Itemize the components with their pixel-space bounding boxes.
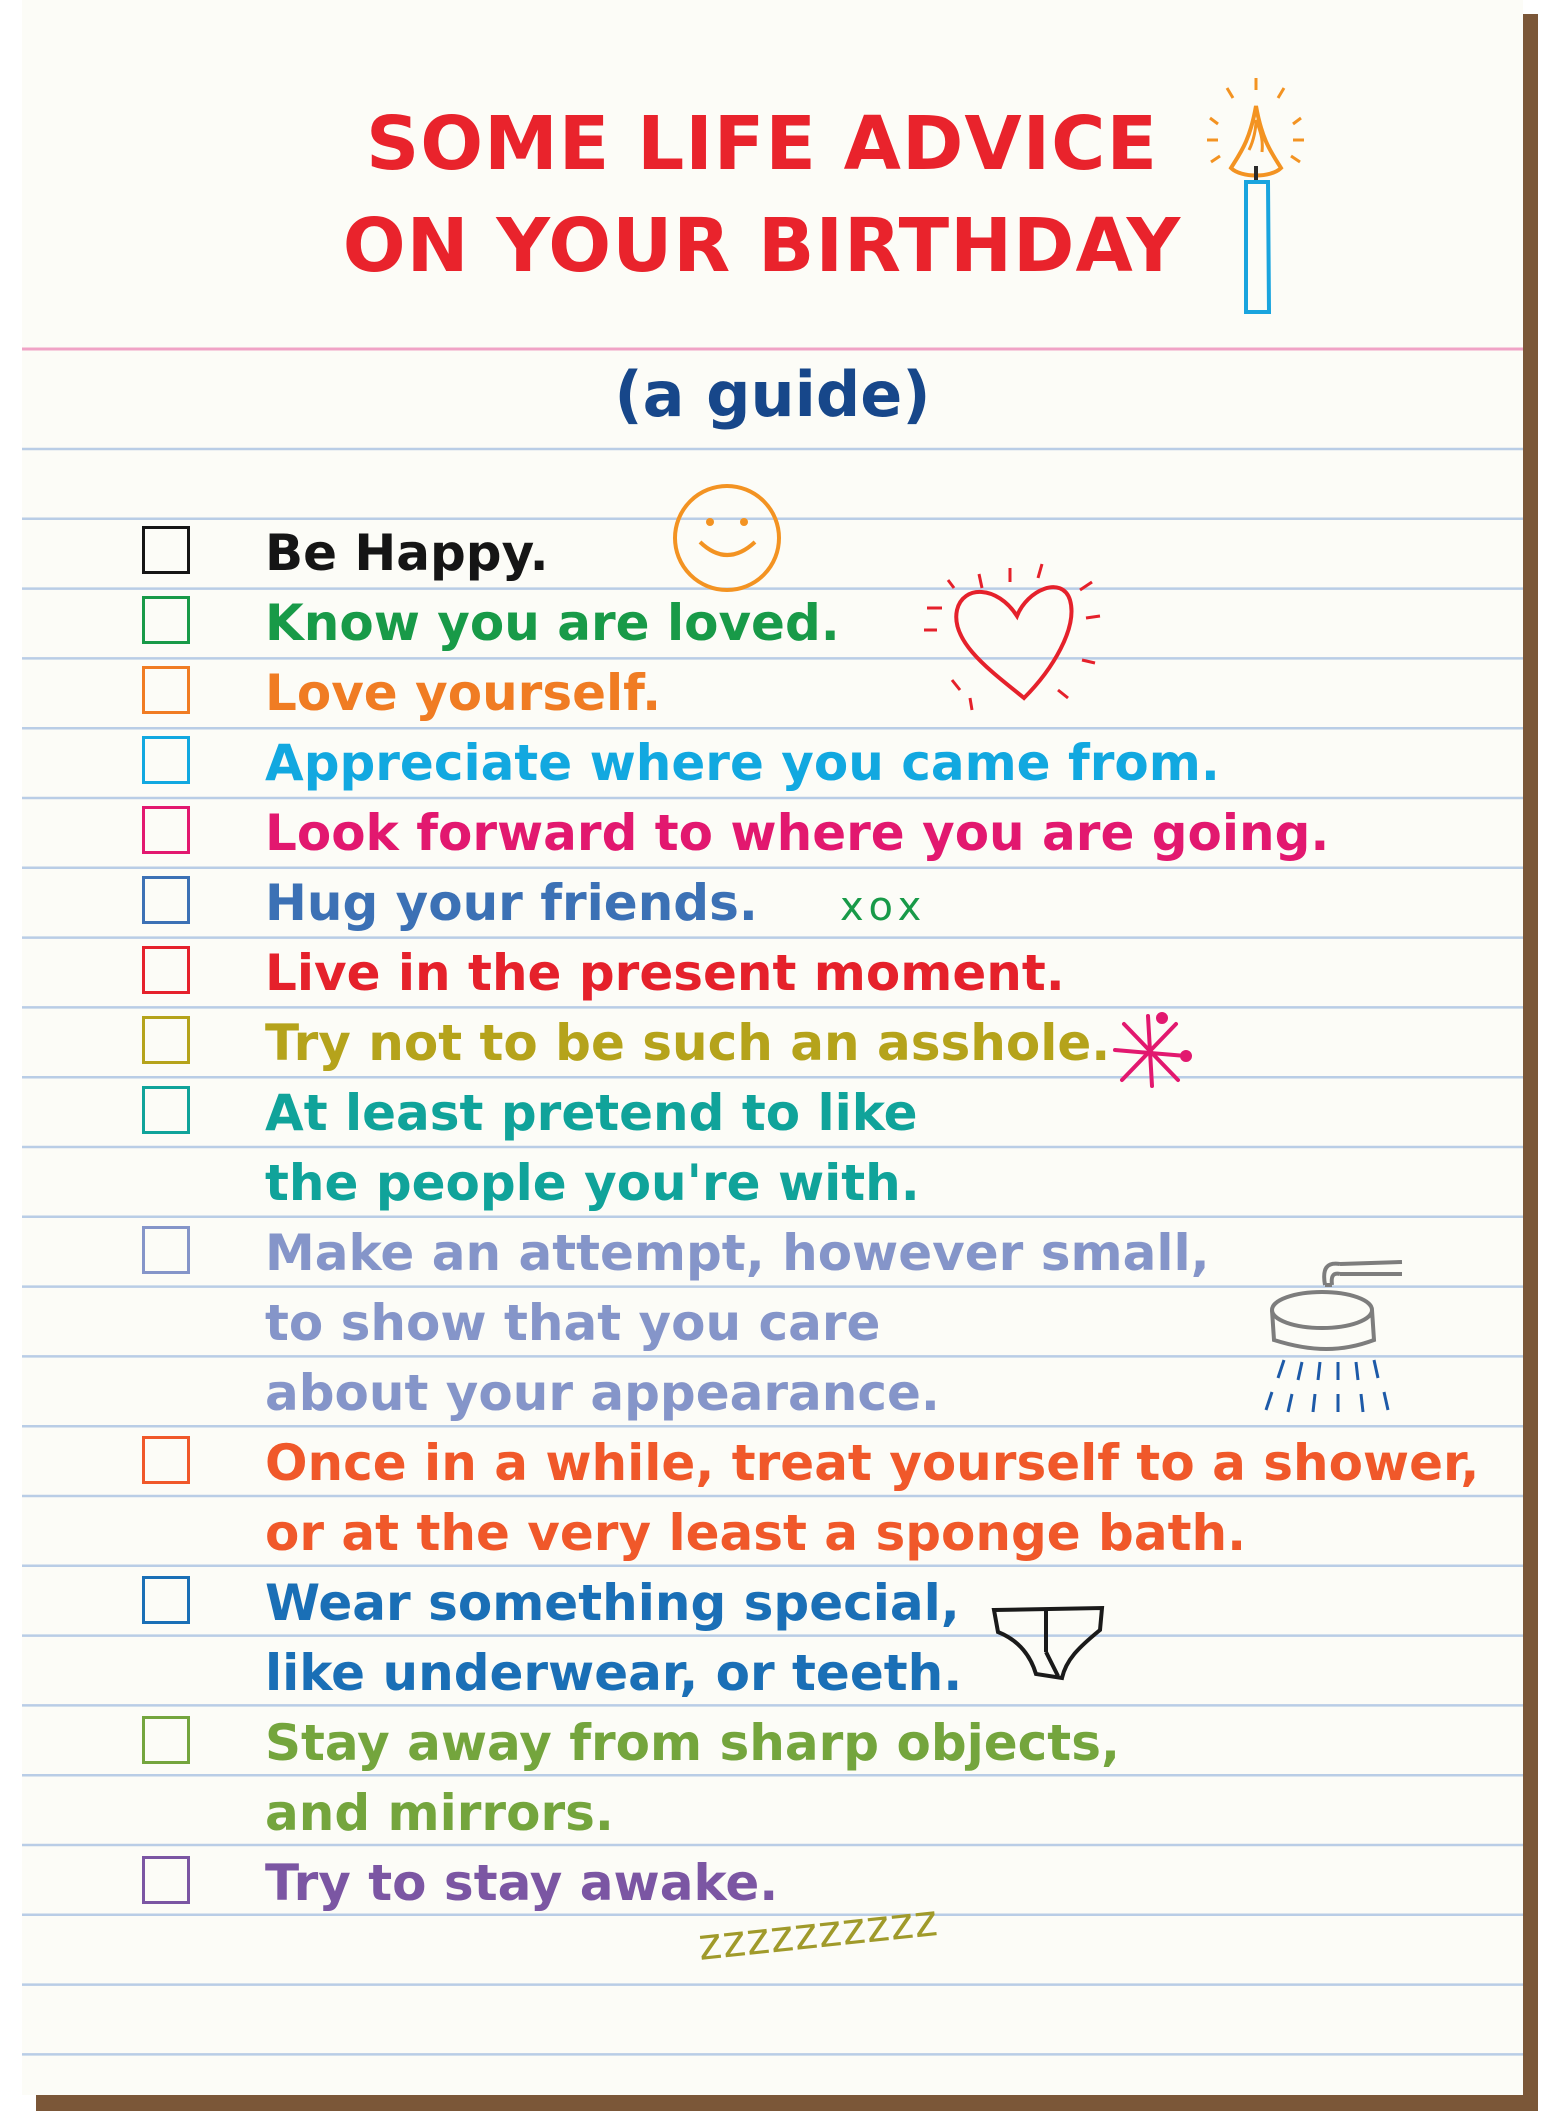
advice-line: Look forward to where you are going.	[265, 804, 1330, 862]
advice-text	[265, 588, 840, 658]
title-line-1: SOME LIFE ADVICE	[365, 101, 1159, 187]
advice-text	[265, 1568, 962, 1708]
checkbox[interactable]	[142, 876, 190, 924]
advice-line: At least pretend to like	[265, 1084, 918, 1142]
birthday-card	[22, 0, 1523, 2095]
advice-text	[265, 728, 1220, 798]
advice-line: Appreciate where you came from.	[265, 734, 1220, 792]
advice-text	[265, 1218, 1210, 1428]
checkbox[interactable]	[142, 946, 190, 994]
checkbox[interactable]	[142, 1856, 190, 1904]
advice-text	[265, 1708, 1120, 1848]
advice-text	[265, 1078, 920, 1218]
advice-line: Hug your friends.	[265, 874, 758, 932]
advice-line: Try not to be such an asshole.	[265, 1014, 1111, 1072]
checkbox[interactable]	[142, 596, 190, 644]
advice-line: the people you're with.	[265, 1154, 920, 1212]
advice-line: Love yourself.	[265, 664, 662, 722]
advice-line: Stay away from sharp objects,	[265, 1714, 1120, 1772]
title-line-2: ON YOUR BIRTHDAY	[342, 203, 1182, 289]
checkbox[interactable]	[142, 1016, 190, 1064]
advice-text	[265, 518, 549, 588]
advice-text	[265, 938, 1065, 1008]
advice-line: Try to stay awake.	[265, 1854, 779, 1912]
advice-line: and mirrors.	[265, 1784, 614, 1842]
advice-line: to show that you care	[265, 1294, 881, 1352]
advice-text	[265, 1428, 1479, 1568]
checkbox[interactable]	[142, 1086, 190, 1134]
advice-line: Be Happy.	[265, 524, 549, 582]
advice-line: about your appearance.	[265, 1364, 940, 1422]
advice-line: like underwear, or teeth.	[265, 1644, 963, 1702]
advice-text	[265, 868, 758, 938]
advice-line: Live in the present moment.	[265, 944, 1065, 1002]
advice-line: Wear something special,	[265, 1574, 960, 1632]
checkbox[interactable]	[142, 1576, 190, 1624]
advice-line: Know you are loved.	[265, 594, 840, 652]
checkbox[interactable]	[142, 1226, 190, 1274]
checkbox[interactable]	[142, 526, 190, 574]
advice-line: or at the very least a sponge bath.	[265, 1504, 1247, 1562]
checkbox[interactable]	[142, 1716, 190, 1764]
advice-line: Make an attempt, however small,	[265, 1224, 1210, 1282]
advice-text	[265, 1848, 778, 1918]
checkbox[interactable]	[142, 806, 190, 854]
checkbox[interactable]	[142, 1436, 190, 1484]
kisses-doodle: xox	[840, 884, 928, 930]
advice-text	[265, 798, 1329, 868]
advice-line: Once in a while, treat yourself to a shower,	[265, 1434, 1480, 1492]
subtitle: (a guide)	[614, 358, 931, 431]
checkbox[interactable]	[142, 666, 190, 714]
advice-text	[265, 658, 661, 728]
checkbox[interactable]	[142, 736, 190, 784]
snore-doodle: zzzzzzzzzz	[695, 1895, 941, 1971]
advice-text	[265, 1008, 1110, 1078]
